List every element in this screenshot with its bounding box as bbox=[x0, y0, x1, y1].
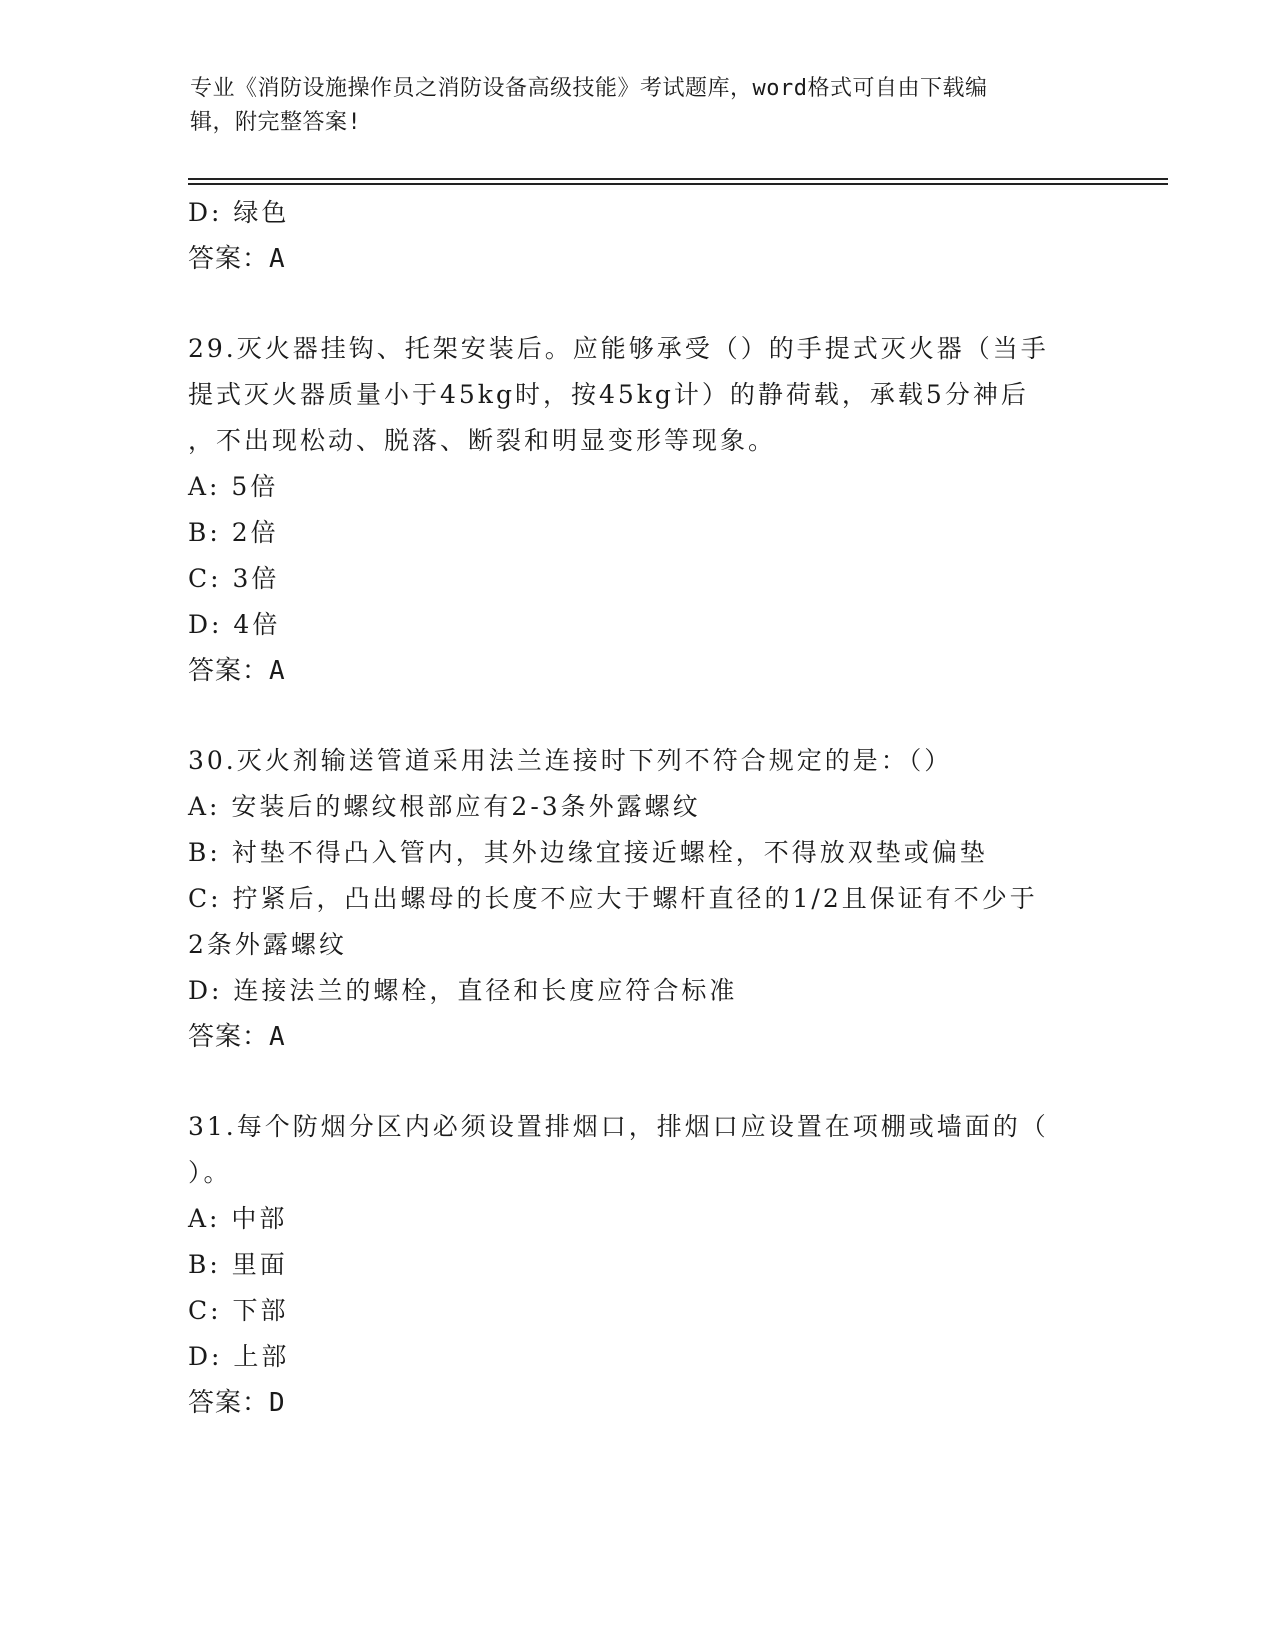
option-d: D: 绿色 bbox=[188, 198, 290, 227]
option-c: C: 下部 bbox=[188, 1296, 289, 1325]
document-body bbox=[188, 190, 1088, 1426]
header-line-1: 专业《消防设施操作员之消防设备高级技能》考试题库，word格式可自由下载编 bbox=[190, 76, 988, 101]
question-text-line: ，不出现松动、脱落、断裂和明显变形等现象。 bbox=[188, 426, 777, 455]
option-a: A: 5倍 bbox=[188, 472, 279, 501]
option-a: A: 中部 bbox=[188, 1204, 288, 1233]
question-29 bbox=[188, 326, 1088, 694]
answer-line: 答案：A bbox=[188, 656, 286, 686]
question-text-line: 31.每个防烟分区内必须设置排烟口，排烟口应设置在项棚或墙面的（ bbox=[188, 1112, 1049, 1141]
question-text-line: ）。 bbox=[188, 1158, 232, 1187]
question-text-line: 30.灭火剂输送管道采用法兰连接时下列不符合规定的是：（） bbox=[188, 746, 953, 775]
question-text-line: 29.灭火器挂钩、托架安装后。应能够承受（）的手提式灭火器（当手 bbox=[188, 334, 1049, 363]
option-b: B: 2倍 bbox=[188, 518, 279, 547]
option-b: B: 衬垫不得凸入管内，其外边缘宜接近螺栓，不得放双垫或偏垫 bbox=[188, 838, 988, 867]
answer-line: 答案：A bbox=[188, 244, 286, 274]
document-header bbox=[190, 72, 1090, 140]
option-b: B: 里面 bbox=[188, 1250, 288, 1279]
option-d: D: 上部 bbox=[188, 1342, 290, 1371]
option-d: D: 4倍 bbox=[188, 610, 281, 639]
option-c: C: 拧紧后，凸出螺母的长度不应大于螺杆直径的1/2且保证有不少于 bbox=[188, 884, 1038, 913]
question-31 bbox=[188, 1104, 1088, 1426]
option-c-continued: 2条外露螺纹 bbox=[188, 930, 347, 959]
answer-line: 答案：A bbox=[188, 1022, 286, 1052]
question-30 bbox=[188, 738, 1088, 1060]
question-text-line: 提式灭火器质量小于45kg时，按45kg计）的静荷载，承载5分神后 bbox=[188, 380, 1029, 409]
option-c: C: 3倍 bbox=[188, 564, 280, 593]
header-rule-bottom bbox=[188, 183, 1168, 185]
option-d: D: 连接法兰的螺栓，直径和长度应符合标准 bbox=[188, 976, 738, 1005]
header-rule-top bbox=[188, 178, 1168, 180]
option-a: A: 安装后的螺纹根部应有2-3条外露螺纹 bbox=[188, 792, 701, 821]
answer-line: 答案：D bbox=[188, 1388, 286, 1418]
previous-question-tail bbox=[188, 190, 1088, 282]
header-line-2: 辑，附完整答案! bbox=[190, 110, 362, 135]
